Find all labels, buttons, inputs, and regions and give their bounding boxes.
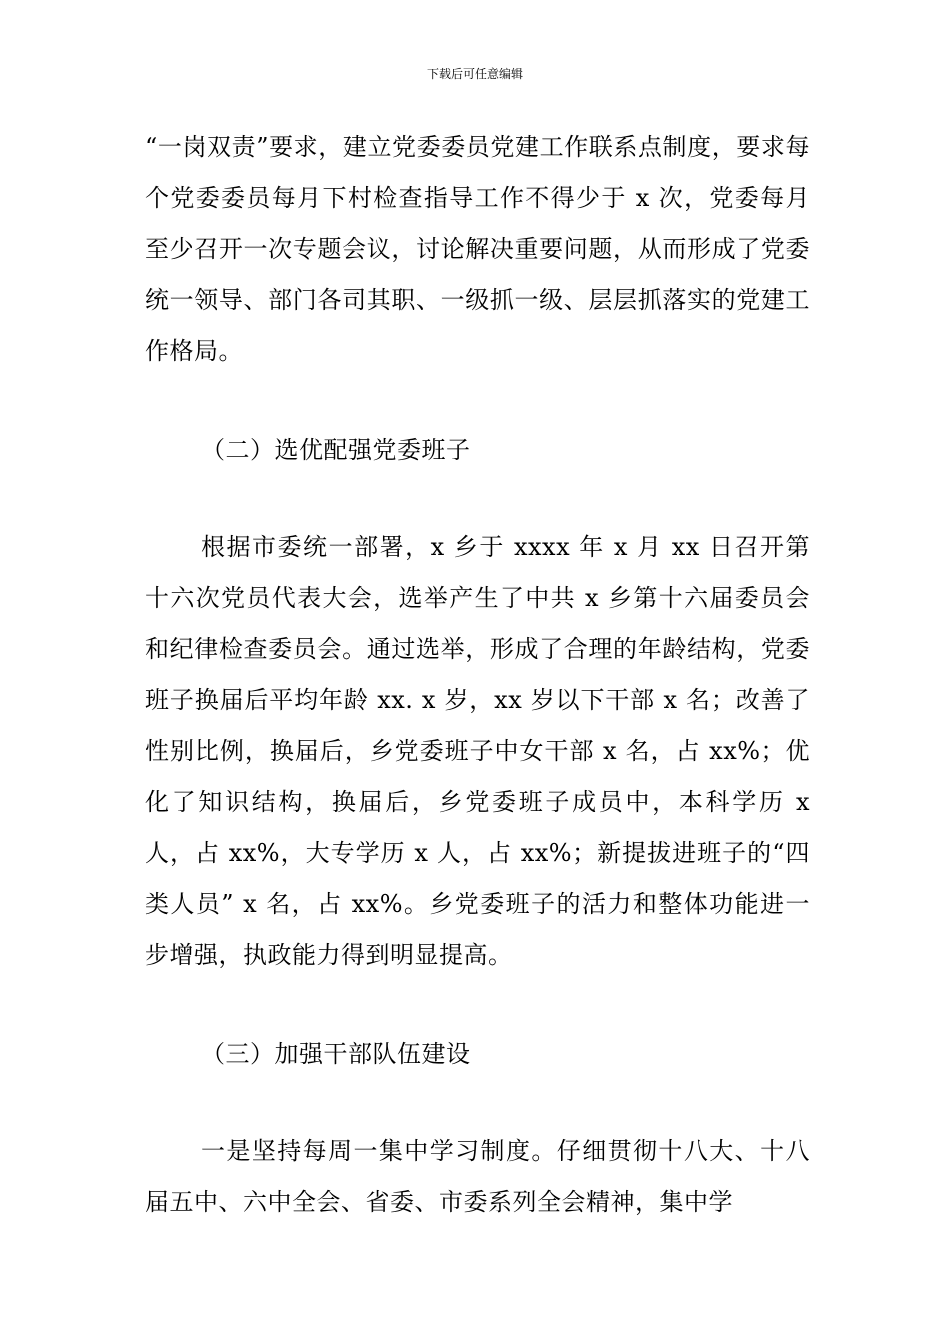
spacer (145, 981, 810, 1029)
page-header: 下载后可任意编辑 (426, 67, 523, 81)
paragraph-responsibility-system: “一岗双责”要求，建立党委委员党建工作联系点制度，要求每个党委委员每月下村检查指导工作不得少于 x 次，党委每月至少召开一次专题会议，讨论解决重要问题，从而形成了党委统一领导、部门各司其职、一级抓一级、层层抓落实的党建工作格局。 (145, 133, 810, 365)
paragraph-weekly-study: 一是坚持每周一集中学习制度。仔细贯彻十八大、十八届五中、六中全会、省委、市委系列全会精神，集中学 (145, 1137, 810, 1216)
spacer (145, 476, 810, 522)
paragraph-committee-election: 根据市委统一部署，x 乡于 xxxx 年 x 月 xx 日召开第十六次党员代表大会，选举产生了中共 x 乡第十六届委员会和纪律检查委员会。通过选举，形成了合理的年龄结构，党委班子换届后平均年龄 xx. x 岁，xx 岁以下干部 x 名；改善了性别比例，换届后，乡党委班子中女干部 x 名，占 xx%；优化了知识结构，换届后，乡党委班子成员中，本科学历 x 人，占 xx%，大专学历 x 人，占 xx%；新提拔进班子的“四类人员” x 名，占 xx%。乡党委班子的活力和整体功能进一步增强，执政能力得到明显提高。 (145, 533, 810, 969)
document-body (145, 122, 810, 1228)
section-heading-3: （三）加强干部队伍建设 (201, 1040, 471, 1068)
spacer (145, 377, 810, 425)
section-heading-2: （二）选优配强党委班子 (201, 436, 471, 464)
spacer (145, 1080, 810, 1126)
